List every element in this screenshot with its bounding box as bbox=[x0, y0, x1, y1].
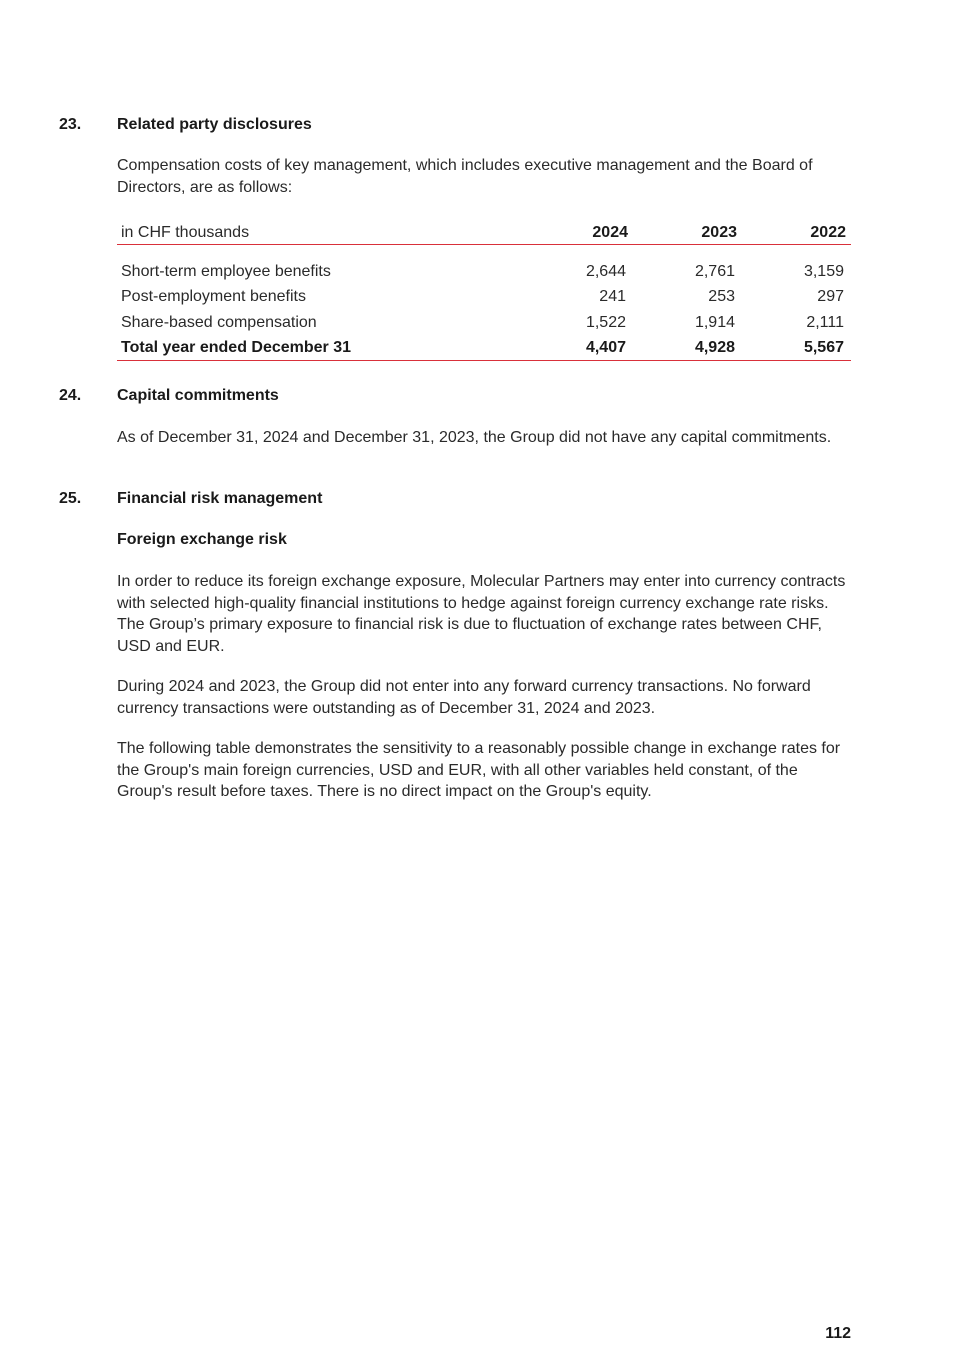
section-25-subtitle: Foreign exchange risk bbox=[117, 531, 287, 548]
row-label: Short-term employee benefits bbox=[121, 262, 331, 280]
section-25-number: 25. bbox=[59, 490, 82, 507]
section-25-paragraph-2: During 2024 and 2023, the Group did not enter into any forward currency transactions. No forward currency transactions were outstanding as of December 31, 2024 and 2023. bbox=[117, 678, 811, 717]
table-unit-label: in CHF thousands bbox=[117, 222, 524, 245]
section-24-number: 24. bbox=[59, 387, 82, 404]
section-24-text: As of December 31, 2024 and December 31, 2023, the Group did not have any capital commitments. bbox=[117, 429, 832, 446]
row-value: 2,644 bbox=[585, 262, 626, 280]
year-header-2022: 2022 bbox=[742, 222, 851, 245]
table-row bbox=[117, 259, 851, 285]
row-value: 3,159 bbox=[803, 262, 844, 280]
section-25-paragraph-3: The following table demonstrates the sensitivity to a reasonably possible change in exchange rates for the Group's main foreign currencies, USD and EUR, with all other variables held constant, of the Group's result before taxes. There is no direct impact on the Group's equity. bbox=[117, 740, 841, 800]
table-row bbox=[117, 285, 851, 311]
row-value: 297 bbox=[817, 288, 844, 306]
table-total-row bbox=[117, 336, 851, 361]
year-header-2023: 2023 bbox=[633, 222, 742, 245]
total-value: 4,407 bbox=[524, 336, 633, 361]
year-header-2024: 2024 bbox=[524, 222, 633, 245]
row-value: 241 bbox=[599, 288, 626, 306]
section-24-title: Capital commitments bbox=[117, 387, 279, 404]
section-23-title: Related party disclosures bbox=[117, 116, 312, 133]
row-value: 1,522 bbox=[585, 313, 626, 331]
compensation-table bbox=[117, 222, 851, 361]
row-value: 1,914 bbox=[694, 313, 735, 331]
page-number: 112 bbox=[825, 1325, 851, 1342]
total-label: Total year ended December 31 bbox=[117, 336, 524, 361]
row-value: 2,111 bbox=[806, 313, 844, 331]
row-label: Post-employment benefits bbox=[121, 288, 306, 306]
table-header-row bbox=[117, 222, 851, 245]
total-value: 4,928 bbox=[633, 336, 742, 361]
section-23-number: 23. bbox=[59, 116, 82, 133]
table-row bbox=[117, 310, 851, 336]
row-label: Share-based compensation bbox=[121, 313, 317, 331]
total-value: 5,567 bbox=[742, 336, 851, 361]
section-25-paragraph-1: In order to reduce its foreign exchange exposure, Molecular Partners may enter into currency contracts with selected high-quality financial institutions to hedge against foreign currency exchange rate risks. The Group’s primary exposure to financial risk is due to fluctuation of exchange rates between CHF, USD and EUR. bbox=[117, 573, 846, 655]
section-23-intro: Compensation costs of key management, which includes executive management and the Board of Directors, are as follows: bbox=[117, 157, 813, 196]
row-value: 253 bbox=[708, 288, 735, 306]
section-25-title: Financial risk management bbox=[117, 490, 323, 507]
row-value: 2,761 bbox=[694, 262, 735, 280]
